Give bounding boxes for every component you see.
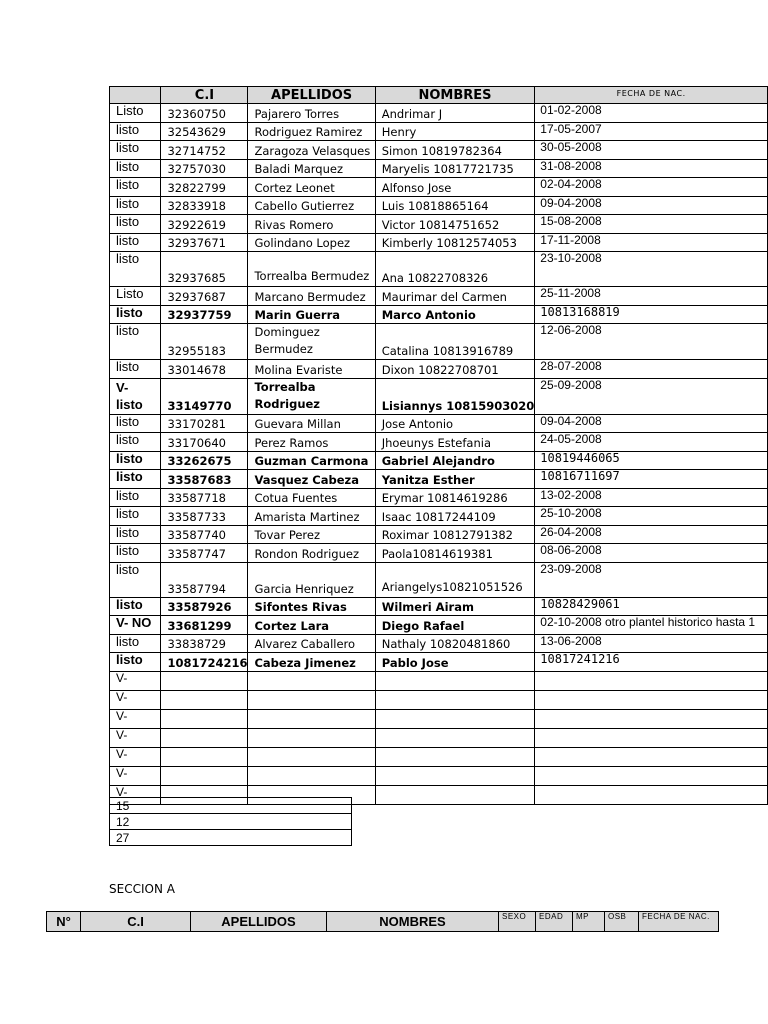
- apellidos-cell: Perez Ramos: [248, 433, 375, 452]
- status-cell: V-: [110, 766, 161, 785]
- nombres-cell: [375, 747, 535, 766]
- ci-cell: 33587733: [161, 507, 248, 526]
- status-cell: listo: [110, 544, 161, 563]
- status-cell: listo: [110, 470, 161, 489]
- fecha-cell: [535, 785, 768, 804]
- nombres-cell: Roximar 10812791382: [375, 525, 535, 544]
- ci-cell: 32937671: [161, 233, 248, 252]
- nombres-cell: Ana 10822708326: [375, 252, 535, 287]
- table-row: [110, 451, 768, 470]
- table-row: [110, 690, 768, 709]
- apellidos-cell: Rivas Romero: [248, 215, 375, 234]
- table-row: [110, 653, 768, 672]
- status-cell: listo: [110, 488, 161, 507]
- ci-cell: 33170640: [161, 433, 248, 452]
- status-cell: listo: [110, 141, 161, 160]
- fecha-cell: 25-09-2008: [535, 378, 768, 414]
- fecha-cell: 10817241216: [535, 653, 768, 672]
- fecha-cell: 08-06-2008: [535, 544, 768, 563]
- status-cell: listo: [110, 653, 161, 672]
- apellidos-cell: Cotua Fuentes: [248, 488, 375, 507]
- table-row: [110, 766, 768, 785]
- apellidos-cell: Tovar Perez: [248, 525, 375, 544]
- fecha-cell: [535, 690, 768, 709]
- ci-cell: 32937759: [161, 305, 248, 324]
- header-fecha-nac: FECHA DE NAC.: [535, 87, 768, 104]
- ci-cell: 32937687: [161, 287, 248, 306]
- table-row: [110, 104, 768, 123]
- status-cell: listo: [110, 360, 161, 379]
- status-cell: listo: [110, 634, 161, 653]
- apellidos-cell: Vasquez Cabeza: [248, 470, 375, 489]
- ci-cell: 32543629: [161, 122, 248, 141]
- header-apellidos: APELLIDOS: [248, 87, 375, 104]
- status-cell: listo: [110, 451, 161, 470]
- fecha-cell: 09-04-2008: [535, 196, 768, 215]
- status-cell: Listo: [110, 104, 161, 123]
- status-cell: listo: [110, 215, 161, 234]
- apellidos-cell: Molina Evariste: [248, 360, 375, 379]
- apellidos-cell: Alvarez Caballero: [248, 634, 375, 653]
- totals-table: [109, 797, 352, 846]
- status-cell: V-: [110, 671, 161, 690]
- table-row: [110, 159, 768, 178]
- apellidos-cell: Rodriguez Ramirez: [248, 122, 375, 141]
- apellidos-cell: Marin Guerra: [248, 305, 375, 324]
- nombres-cell: Simon 10819782364: [375, 141, 535, 160]
- status-cell: V-: [110, 709, 161, 728]
- nombres-cell: [375, 766, 535, 785]
- nombres-cell: Lisiannys 10815903020: [375, 378, 535, 414]
- apellidos-cell: Torrealba Bermudez: [248, 252, 375, 287]
- ci-cell: [161, 766, 248, 785]
- table-row: [110, 634, 768, 653]
- apellidos-cell: [248, 690, 375, 709]
- apellidos-cell: Rondon Rodriguez: [248, 544, 375, 563]
- fecha-cell: 30-05-2008: [535, 141, 768, 160]
- fecha-cell: 28-07-2008: [535, 360, 768, 379]
- apellidos-cell: Pajarero Torres: [248, 104, 375, 123]
- section-header-mp: MP: [573, 912, 605, 932]
- apellidos-cell: [248, 728, 375, 747]
- fecha-cell: 24-05-2008: [535, 433, 768, 452]
- status-cell: listo: [110, 433, 161, 452]
- fecha-cell: 13-06-2008: [535, 634, 768, 653]
- header-status: [110, 87, 161, 104]
- section-header-row: [47, 912, 719, 932]
- section-header-fecha-nac: FECHA DE NAC.: [639, 912, 719, 932]
- nombres-cell: [375, 671, 535, 690]
- fecha-cell: 17-11-2008: [535, 233, 768, 252]
- fecha-cell: 10828429061: [535, 597, 768, 616]
- ci-cell: [161, 671, 248, 690]
- table-row: [110, 378, 768, 414]
- ci-cell: 32714752: [161, 141, 248, 160]
- table-row: [110, 562, 768, 597]
- fecha-cell: [535, 671, 768, 690]
- table-row: [110, 616, 768, 635]
- apellidos-cell: Zaragoza Velasques: [248, 141, 375, 160]
- fecha-cell: 01-02-2008: [535, 104, 768, 123]
- nombres-cell: Diego Rafael: [375, 616, 535, 635]
- nombres-cell: [375, 728, 535, 747]
- ci-cell: 33587718: [161, 488, 248, 507]
- nombres-cell: Victor 10814751652: [375, 215, 535, 234]
- fecha-cell: 09-04-2008: [535, 414, 768, 433]
- fecha-cell: [535, 709, 768, 728]
- fecha-cell: [535, 766, 768, 785]
- apellidos-cell: Torrealba Rodriguez: [248, 378, 375, 414]
- nombres-cell: [375, 785, 535, 804]
- section-header-sexo: SEXO: [499, 912, 536, 932]
- fecha-cell: 25-10-2008: [535, 507, 768, 526]
- table-row: [110, 252, 768, 287]
- table-row: [110, 215, 768, 234]
- apellidos-cell: Baladi Marquez: [248, 159, 375, 178]
- fecha-cell: [535, 747, 768, 766]
- nombres-cell: Henry: [375, 122, 535, 141]
- table-row: [110, 728, 768, 747]
- apellidos-cell: Cortez Leonet: [248, 178, 375, 197]
- apellidos-cell: [248, 747, 375, 766]
- nombres-cell: Dixon 10822708701: [375, 360, 535, 379]
- status-cell: Listo: [110, 287, 161, 306]
- nombres-cell: Marco Antonio: [375, 305, 535, 324]
- apellidos-cell: [248, 671, 375, 690]
- ci-cell: 32955183: [161, 324, 248, 360]
- student-list-table: [109, 86, 768, 805]
- header-ci: C.I: [161, 87, 248, 104]
- status-cell: V-: [110, 785, 161, 804]
- nombres-cell: Kimberly 10812574053: [375, 233, 535, 252]
- nombres-cell: Andrimar J: [375, 104, 535, 123]
- fecha-cell: 26-04-2008: [535, 525, 768, 544]
- status-cell: listo: [110, 159, 161, 178]
- apellidos-cell: Garcia Henriquez: [248, 562, 375, 597]
- table-row: [110, 709, 768, 728]
- nombres-cell: Ariangelys10821051526: [375, 562, 535, 597]
- status-cell: listo: [110, 196, 161, 215]
- ci-cell: 1081724216: [161, 653, 248, 672]
- fecha-cell: 02-04-2008: [535, 178, 768, 197]
- section-header-n: N°: [47, 912, 81, 932]
- table-row: [110, 470, 768, 489]
- ci-cell: 32757030: [161, 159, 248, 178]
- fecha-cell: 15-08-2008: [535, 215, 768, 234]
- ci-cell: 33149770: [161, 378, 248, 414]
- fecha-cell: 12-06-2008: [535, 324, 768, 360]
- ci-cell: [161, 709, 248, 728]
- nombres-cell: Erymar 10814619286: [375, 488, 535, 507]
- fecha-cell: 02-10-2008 otro plantel historico hasta 1: [535, 616, 768, 635]
- ci-cell: 33587740: [161, 525, 248, 544]
- table-row: [110, 233, 768, 252]
- total-cell: 27: [110, 830, 352, 846]
- ci-cell: 32937685: [161, 252, 248, 287]
- table-row: [110, 141, 768, 160]
- section-header-nombres: NOMBRES: [327, 912, 499, 932]
- fecha-cell: 10819446065: [535, 451, 768, 470]
- ci-cell: 33587926: [161, 597, 248, 616]
- nombres-cell: Nathaly 10820481860: [375, 634, 535, 653]
- status-cell: V-: [110, 728, 161, 747]
- status-cell: listo: [110, 525, 161, 544]
- nombres-cell: Yanitza Esther: [375, 470, 535, 489]
- fecha-cell: 10813168819: [535, 305, 768, 324]
- nombres-cell: Alfonso Jose: [375, 178, 535, 197]
- apellidos-cell: Sifontes Rivas: [248, 597, 375, 616]
- nombres-cell: Paola10814619381: [375, 544, 535, 563]
- apellidos-cell: [248, 766, 375, 785]
- fecha-cell: 31-08-2008: [535, 159, 768, 178]
- apellidos-cell: Amarista Martinez: [248, 507, 375, 526]
- section-header-ci: C.I: [81, 912, 191, 932]
- apellidos-cell: Cabello Gutierrez: [248, 196, 375, 215]
- ci-cell: 33587683: [161, 470, 248, 489]
- table-row: [110, 747, 768, 766]
- status-cell: listo: [110, 324, 161, 360]
- fecha-cell: 23-09-2008: [535, 562, 768, 597]
- table-row: [110, 671, 768, 690]
- apellidos-cell: Guzman Carmona: [248, 451, 375, 470]
- table-header-row: [110, 87, 768, 104]
- apellidos-cell: Cabeza Jimenez: [248, 653, 375, 672]
- status-cell: V- listo: [110, 378, 161, 414]
- nombres-cell: Maurimar del Carmen: [375, 287, 535, 306]
- nombres-cell: Pablo Jose: [375, 653, 535, 672]
- status-cell: V-: [110, 747, 161, 766]
- nombres-cell: Luis 10818865164: [375, 196, 535, 215]
- nombres-cell: Isaac 10817244109: [375, 507, 535, 526]
- apellidos-cell: [248, 709, 375, 728]
- section-header-apellidos: APELLIDOS: [191, 912, 327, 932]
- apellidos-cell: Golindano Lopez: [248, 233, 375, 252]
- section-a-table: [46, 911, 719, 932]
- status-cell: V-: [110, 690, 161, 709]
- ci-cell: 33262675: [161, 451, 248, 470]
- table-row: [110, 324, 768, 360]
- nombres-cell: Jose Antonio: [375, 414, 535, 433]
- ci-cell: 32360750: [161, 104, 248, 123]
- nombres-cell: Jhoeunys Estefania: [375, 433, 535, 452]
- ci-cell: 32833918: [161, 196, 248, 215]
- table-row: [110, 544, 768, 563]
- ci-cell: 33838729: [161, 634, 248, 653]
- status-cell: listo: [110, 233, 161, 252]
- apellidos-cell: Dominguez Bermudez: [248, 324, 375, 360]
- status-cell: listo: [110, 122, 161, 141]
- header-nombres: NOMBRES: [375, 87, 535, 104]
- table-row: [110, 122, 768, 141]
- table-row: [110, 525, 768, 544]
- table-row: [110, 360, 768, 379]
- ci-cell: 33014678: [161, 360, 248, 379]
- table-row: [110, 507, 768, 526]
- apellidos-cell: Guevara Millan: [248, 414, 375, 433]
- table-row: [110, 178, 768, 197]
- apellidos-cell: Cortez Lara: [248, 616, 375, 635]
- total-cell: 12: [110, 814, 352, 830]
- ci-cell: [161, 747, 248, 766]
- ci-cell: [161, 690, 248, 709]
- table-row: [110, 488, 768, 507]
- ci-cell: 33170281: [161, 414, 248, 433]
- table-row: [110, 597, 768, 616]
- status-cell: listo: [110, 178, 161, 197]
- status-cell: listo: [110, 562, 161, 597]
- ci-cell: 32922619: [161, 215, 248, 234]
- nombres-cell: [375, 709, 535, 728]
- fecha-cell: 23-10-2008: [535, 252, 768, 287]
- total-cell: 15: [110, 798, 352, 814]
- nombres-cell: [375, 690, 535, 709]
- status-cell: listo: [110, 252, 161, 287]
- table-row: [110, 305, 768, 324]
- status-cell: listo: [110, 597, 161, 616]
- ci-cell: [161, 728, 248, 747]
- fecha-cell: 25-11-2008: [535, 287, 768, 306]
- apellidos-cell: Marcano Bermudez: [248, 287, 375, 306]
- status-cell: V- NO: [110, 616, 161, 635]
- fecha-cell: 13-02-2008: [535, 488, 768, 507]
- table-row: [110, 414, 768, 433]
- table-row: [110, 196, 768, 215]
- ci-cell: 33587794: [161, 562, 248, 597]
- fecha-cell: 10816711697: [535, 470, 768, 489]
- section-title: SECCION A: [109, 882, 175, 896]
- fecha-cell: [535, 728, 768, 747]
- table-row: [110, 287, 768, 306]
- ci-cell: 32822799: [161, 178, 248, 197]
- nombres-cell: Wilmeri Airam: [375, 597, 535, 616]
- section-header-edad: EDAD: [536, 912, 573, 932]
- status-cell: listo: [110, 414, 161, 433]
- nombres-cell: Maryelis 10817721735: [375, 159, 535, 178]
- section-header-osb: OSB: [605, 912, 639, 932]
- table-row: [110, 433, 768, 452]
- status-cell: listo: [110, 305, 161, 324]
- nombres-cell: Gabriel Alejandro: [375, 451, 535, 470]
- nombres-cell: Catalina 10813916789: [375, 324, 535, 360]
- status-cell: listo: [110, 507, 161, 526]
- fecha-cell: 17-05-2007: [535, 122, 768, 141]
- ci-cell: 33681299: [161, 616, 248, 635]
- ci-cell: 33587747: [161, 544, 248, 563]
